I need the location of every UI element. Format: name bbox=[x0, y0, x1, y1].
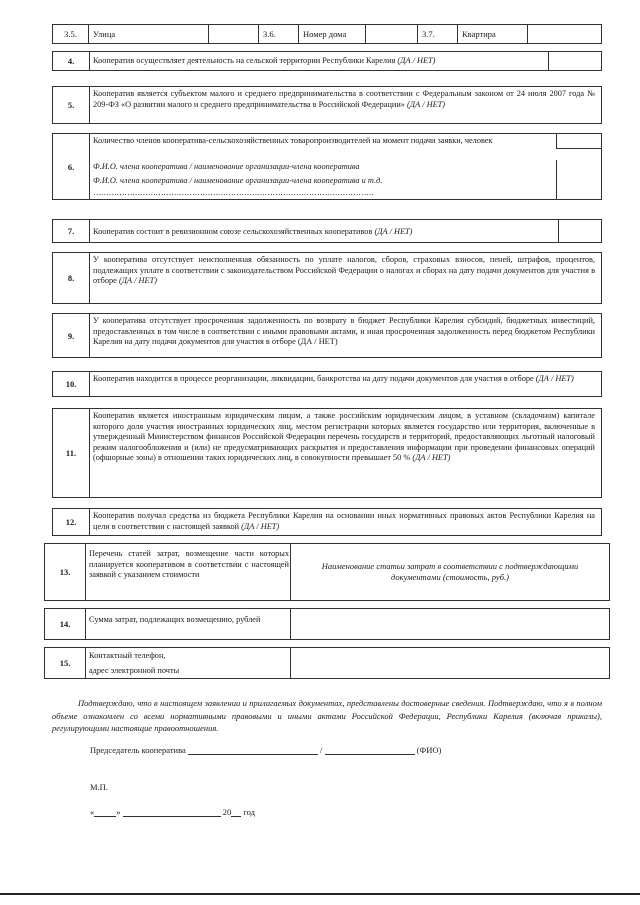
yes-no-hint: (ДА / НЕТ) bbox=[374, 227, 413, 236]
row-text: У кооператива отсутствует неисполненная обязанность по уплате налогов, сборов, страховых взносов, пеней, штрафов, процентов, подлежащих уплате в соответствии с законодательством Российской Федерации о налогах и сборах на дату подачи документов для участия в отборе bbox=[93, 255, 595, 286]
row-number: 8. bbox=[53, 253, 90, 303]
row-text: Кооператив осуществляет деятельность на сельской территории Республики Карелия bbox=[93, 56, 396, 65]
month-field[interactable] bbox=[123, 806, 221, 817]
member-count-field[interactable] bbox=[556, 134, 601, 149]
row-text: Кооператив является субъектом малого и среднего предпринимательства в соответствии с Федеральным законом от 24 июля 2007 года № 209-ФЗ «О развитии малого и среднего предпринимательства в Российской Федерации» bbox=[93, 89, 595, 109]
row-text: Кооператив состоит в ревизионном союзе сельскохозяйственных кооперативов bbox=[93, 227, 373, 236]
contact-field[interactable] bbox=[290, 648, 609, 678]
row-number-3-7: 3.7. bbox=[418, 25, 458, 43]
form-row-8 bbox=[52, 252, 602, 304]
row-text: У кооператива отсутствует просроченная задолженность по возврату в бюджет Республики Карелия субсидий, бюджетных инвестиций, предоставленных в том числе в соответствии с иными правовыми актами, и иная просроченная задолженность перед бюджетом Республики Карелия на дату подачи документов для участия в отборе (ДА / НЕТ) bbox=[93, 316, 595, 347]
page-bottom-rule bbox=[0, 893, 640, 895]
yes-no-hint: (ДА / НЕТ) bbox=[412, 453, 451, 463]
row-number: 15. bbox=[45, 648, 86, 678]
form-row-15 bbox=[44, 647, 610, 679]
answer-field[interactable] bbox=[548, 52, 601, 70]
form-row-14 bbox=[44, 608, 610, 640]
year-field[interactable] bbox=[231, 806, 241, 817]
form-row-7 bbox=[52, 219, 602, 243]
address-row bbox=[52, 24, 602, 44]
row-number: 4. bbox=[53, 52, 90, 70]
row-number-3-6: 3.6. bbox=[259, 25, 299, 43]
signature-field[interactable] bbox=[188, 744, 318, 755]
date-quote-close: » bbox=[116, 807, 121, 817]
row-number-3-5: 3.5. bbox=[53, 25, 89, 43]
apartment-field[interactable] bbox=[528, 25, 601, 43]
contact-phone-label: Контактный телефон, bbox=[89, 651, 166, 660]
date-quote-open: « bbox=[90, 807, 95, 817]
day-field[interactable] bbox=[94, 806, 116, 817]
row-number: 7. bbox=[53, 220, 90, 242]
row-number: 10. bbox=[53, 372, 90, 396]
row-number: 6. bbox=[53, 134, 90, 199]
row-text: Кооператив является иностранным юридическим лицом, а также российским юридическим лицом, в уставном (складочном) капитале которого доля участия иностранных юридических лиц, местом регистрации которых является государство или территория, включенные в утвержденный Министерством финансов Российской Федерации перечень государств и территорий, предоставляющих льготный налоговый режим налогообложения и (или) не предусматривающих раскрытия и предоставления информации при проведении финансовых операций (офшорные зоны) в отношении таких юридических лиц, в совокупности превышает 50 % bbox=[93, 411, 595, 463]
signature-line bbox=[90, 744, 441, 755]
chairman-label: Председатель кооператива bbox=[90, 745, 186, 755]
yes-no-hint: (ДА / НЕТ) bbox=[118, 276, 157, 286]
apartment-label: Квартира bbox=[458, 25, 528, 43]
cost-items-hint: Наименование статьи затрат в соответствии с подтверждающими документами (стоимость, руб.) bbox=[321, 561, 579, 582]
row-number: 9. bbox=[53, 314, 90, 357]
row-number: 14. bbox=[45, 609, 86, 639]
form-row-5 bbox=[52, 86, 602, 124]
yes-no-hint: (ДА / НЕТ) bbox=[397, 56, 436, 65]
form-row-11 bbox=[52, 408, 602, 498]
street-label: Улица bbox=[89, 25, 209, 43]
row-text: Количество членов кооператива-сельскохозяйственных товаропроизводителей на момент подачи заявки, человек bbox=[93, 136, 493, 145]
date-line bbox=[90, 806, 255, 817]
row-text: Кооператив находится в процессе реорганизации, ликвидации, банкротства на дату подачи документов для участия в отборе bbox=[93, 374, 534, 383]
contact-email-label: адрес электронной почты bbox=[89, 666, 180, 675]
signature-separator: / bbox=[320, 745, 323, 755]
fio-field[interactable] bbox=[325, 744, 415, 755]
cost-items-field[interactable] bbox=[290, 544, 609, 600]
stamp-label: М.П. bbox=[90, 782, 108, 792]
house-number-label: Номер дома bbox=[299, 25, 366, 43]
form-row-10 bbox=[52, 371, 602, 397]
row-text: Перечень статей затрат, возмещение части которых планируется кооперативом в соответствии с настоящей заявкой с указанием стоимости bbox=[89, 549, 289, 580]
form-row-9 bbox=[52, 313, 602, 358]
yes-no-hint: (ДА / НЕТ) bbox=[407, 99, 446, 109]
member-list-field[interactable] bbox=[556, 160, 601, 200]
answer-field[interactable] bbox=[558, 220, 601, 242]
form-row-13 bbox=[44, 543, 610, 601]
row-number: 12. bbox=[53, 509, 90, 535]
confirmation-text: Подтверждаю, что в настоящем заявлении и прилагаемых документах, представлены достоверные сведения. Подтверждаю, что я в полном объеме ознакомлен со всеми нормативными правовыми и иными актами Российской Федерации, Республики Карелия (включая приказы), регулирующими настоящие правоотношения. bbox=[52, 698, 602, 733]
cost-sum-field[interactable] bbox=[290, 609, 609, 639]
member-line-1: Ф.И.О. члена кооператива / наименование организации-члена кооператива bbox=[93, 162, 360, 171]
member-line-2: Ф.И.О. члена кооператива / наименование организации-члена кооператива и т.д. bbox=[93, 176, 383, 185]
form-row-12 bbox=[52, 508, 602, 536]
row-number: 13. bbox=[45, 544, 86, 600]
fio-label: (ФИО) bbox=[416, 745, 442, 755]
street-value-field[interactable] bbox=[209, 25, 259, 43]
form-row-6 bbox=[52, 133, 602, 200]
house-number-field[interactable] bbox=[366, 25, 418, 43]
yes-no-hint: (ДА / НЕТ) bbox=[535, 374, 574, 383]
yes-no-hint: (ДА / НЕТ) bbox=[241, 521, 280, 531]
member-dots: ……………………………………………………………………………………………… bbox=[93, 188, 374, 197]
row-number: 11. bbox=[53, 409, 90, 497]
year-prefix: 20 bbox=[222, 807, 232, 817]
form-row-4 bbox=[52, 51, 602, 71]
year-suffix: год bbox=[243, 807, 255, 817]
row-number: 5. bbox=[53, 87, 90, 123]
row-text: Кооператив получал средства из бюджета Республики Карелия на основании иных нормативных правовых актов Республики Карелия на цели в соответствии с настоящей заявкой bbox=[93, 511, 595, 531]
row-text: Сумма затрат, подлежащих возмещению, рублей bbox=[89, 615, 261, 624]
